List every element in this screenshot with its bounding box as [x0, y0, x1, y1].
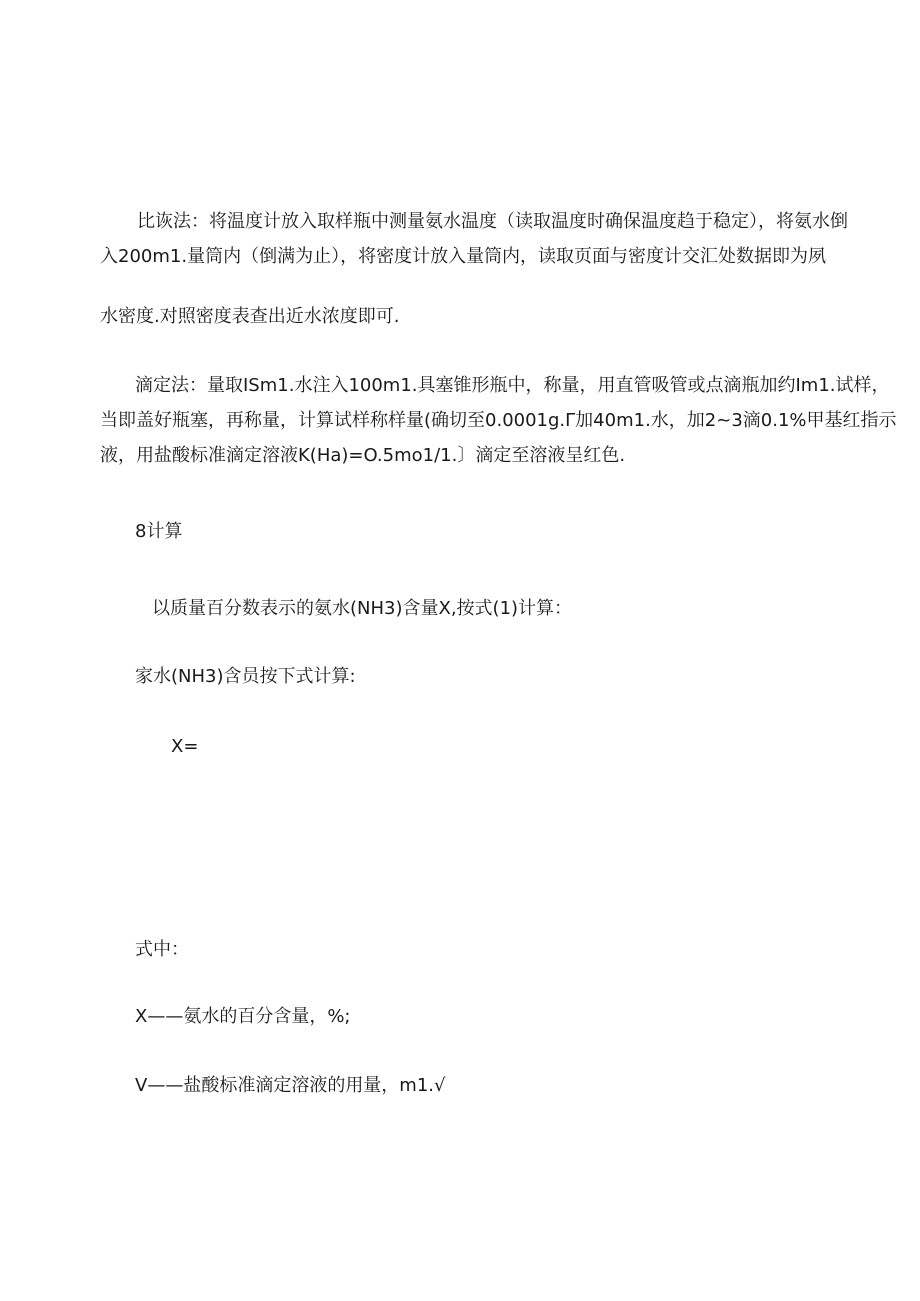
titration-paragraph-line-1: 滴定法：量取ISm1.水注入100m1.具塞锥形瓶中，称量，用直管吸管或点滴瓶加约Im1.试样，: [135, 375, 890, 396]
section-heading: 8计算: [135, 521, 183, 542]
definition-x: X——氨水的百分含量，%;: [135, 1006, 351, 1027]
comparison-paragraph-line-1: 比诙法：将温度计放入取样瓶中测量氨水温度（读取温度时确保温度趋于稳定），将氨水倒: [137, 211, 848, 232]
titration-paragraph-line-2: 当即盖好瓶塞，再称量，计算试样称样量(确切至0.0001g.Γ加40m1.水，加2~3滴0.1%甲基红指示: [100, 410, 897, 431]
comparison-paragraph-line-2: 入200m1.量筒内（倒满为止），将密度计放入量筒内，读取页面与密度计交汇处数据即为夙: [100, 246, 827, 267]
definition-v: V——盐酸标准滴定溶液的用量，m1.√: [135, 1075, 446, 1096]
comparison-paragraph-line-3: 水密度.对照密度表查出近水浓度即可.: [100, 306, 400, 327]
calculation-intro: 以质量百分数表示的氨水(NH3)含量X,按式(1)计算：: [152, 598, 573, 619]
formula-intro: 家水(NH3)含员按下式计算:: [135, 666, 356, 687]
where-label: 式中：: [135, 939, 189, 960]
formula-lhs: X=: [171, 736, 199, 757]
titration-paragraph-line-3: 液，用盐酸标准滴定溶液K(Ha)=O.5mo1∕1.〕滴定至溶液呈红色.: [100, 445, 626, 466]
